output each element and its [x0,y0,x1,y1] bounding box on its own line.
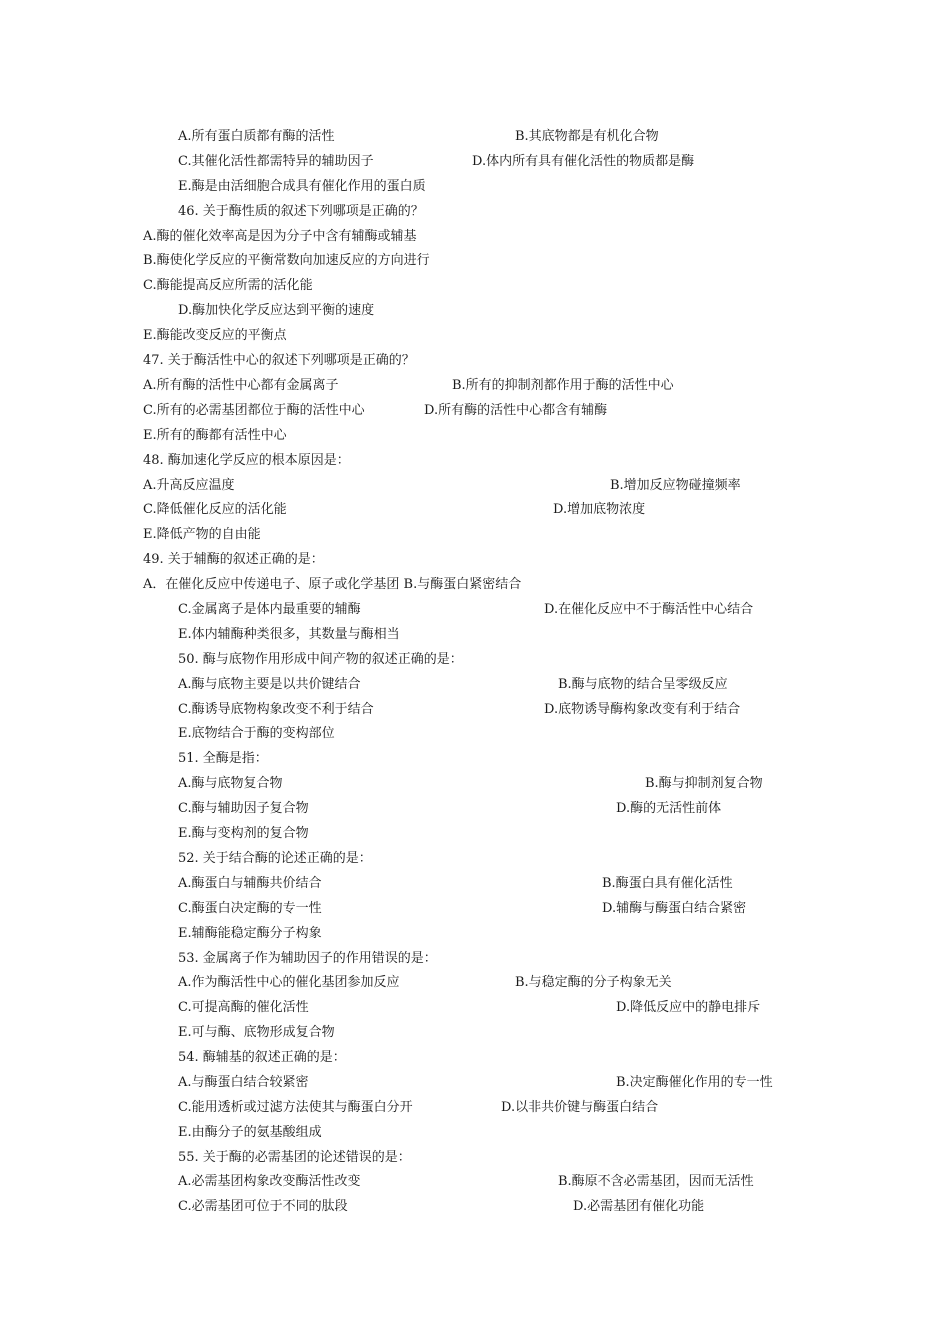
question-text: 46. 关于酶性质的叙述下列哪项是正确的？ [178,204,424,219]
option-text: C.必需基团可位于不同的肽段 [178,1199,348,1214]
option-text: D.辅酶与酶蛋白结合紧密 [602,901,747,916]
question-text: 52. 关于结合酶的论述正确的是： [178,851,372,866]
option-text: C.酶能提高反应所需的活化能 [143,278,313,293]
option-text: A.酶与底物主要是以共价键结合 [178,677,361,692]
option-text: D.底物诱导酶构象改变有利于结合 [544,702,741,717]
option-text: A.酶与底物复合物 [178,776,283,791]
option-text: E.降低产物的自由能 [143,527,261,542]
option-text: C.酶蛋白决定酶的专一性 [178,901,322,916]
option-text: C.酶与辅助因子复合物 [178,801,309,816]
question-text: 50. 酶与底物作用形成中间产物的叙述正确的是： [178,652,463,667]
option-text: B.决定酶催化作用的专一性 [616,1075,773,1090]
option-text: D.必需基团有催化功能 [573,1199,705,1214]
option-text: E.体内辅酶种类很多，其数量与酶相当 [178,627,400,642]
option-text: E.由酶分子的氨基酸组成 [178,1125,322,1140]
option-text: A.作为酶活性中心的催化基团参加反应 [178,975,400,990]
option-text: B.所有的抑制剂都作用于酶的活性中心 [452,378,674,393]
option-text: D.增加底物浓度 [553,502,646,517]
option-text: A.所有蛋白质都有酶的活性 [178,129,335,144]
question-text: 47. 关于酶活性中心的叙述下列哪项是正确的？ [143,353,415,368]
option-text: A.所有酶的活性中心都有金属离子 [143,378,339,393]
option-text: A.必需基团构象改变酶活性改变 [178,1174,361,1189]
option-text: B.增加反应物碰撞频率 [610,478,741,493]
option-text: B.酶与底物的结合呈零级反应 [558,677,728,692]
question-text: 55. 关于酶的必需基团的论述错误的是： [178,1150,411,1165]
option-text: A.与酶蛋白结合较紧密 [178,1075,309,1090]
option-text: E.底物结合于酶的变构部位 [178,726,335,741]
option-text: E.酶是由活细胞合成具有催化作用的蛋白质 [178,179,426,194]
option-text: B.酶蛋白具有催化活性 [602,876,733,891]
question-text: 53. 金属离子作为辅助因子的作用错误的是： [178,951,437,966]
option-text: C.降低催化反应的活化能 [143,502,287,517]
option-text: C.能用透析或过滤方法使其与酶蛋白分开 [178,1100,413,1115]
option-text: B.酶原不含必需基团，因而无活性 [558,1174,754,1189]
option-text: A.升高反应温度 [143,478,235,493]
option-text: C.可提高酶的催化活性 [178,1000,309,1015]
option-text: C.金属离子是体内最重要的辅酶 [178,602,361,617]
option-text: B.酶与抑制剂复合物 [645,776,763,791]
option-text: B.与稳定酶的分子构象无关 [515,975,672,990]
question-text: 54. 酶辅基的叙述正确的是： [178,1050,346,1065]
option-text: E.所有的酶都有活性中心 [143,428,287,443]
option-text: D.体内所有具有催化活性的物质都是酶 [472,154,695,169]
option-text: C.其催化活性都需特异的辅助因子 [178,154,374,169]
option-text: A.酶的催化效率高是因为分子中含有辅酶或辅基 [143,229,417,244]
option-text: C.所有的必需基团都位于酶的活性中心 [143,403,365,418]
option-text: D.以非共价键与酶蛋白结合 [501,1100,659,1115]
question-text: 49. 关于辅酶的叙述正确的是： [143,552,324,567]
option-text: E.酶与变构剂的复合物 [178,826,309,841]
option-text: D.酶的无活性前体 [616,801,722,816]
option-text: D.酶加快化学反应达到平衡的速度 [178,303,375,318]
option-text: E.酶能改变反应的平衡点 [143,328,287,343]
option-text: A.酶蛋白与辅酶共价结合 [178,876,322,891]
option-text: B.其底物都是有机化合物 [515,129,659,144]
option-text: D.所有酶的活性中心都含有辅酶 [424,403,608,418]
option-text: D.降低反应中的静电排斥 [616,1000,761,1015]
option-text: E.辅酶能稳定酶分子构象 [178,926,322,941]
option-text: A．在催化反应中传递电子、原子或化学基团 B.与酶蛋白紧密结合 [143,577,522,592]
question-text: 48. 酶加速化学反应的根本原因是： [143,453,350,468]
option-text: D.在催化反应中不于酶活性中心结合 [544,602,754,617]
option-text: B.酶使化学反应的平衡常数向加速反应的方向进行 [143,253,430,268]
option-text: C.酶诱导底物构象改变不利于结合 [178,702,374,717]
question-text: 51. 全酶是指： [178,751,268,766]
option-text: E.可与酶、底物形成复合物 [178,1025,335,1040]
